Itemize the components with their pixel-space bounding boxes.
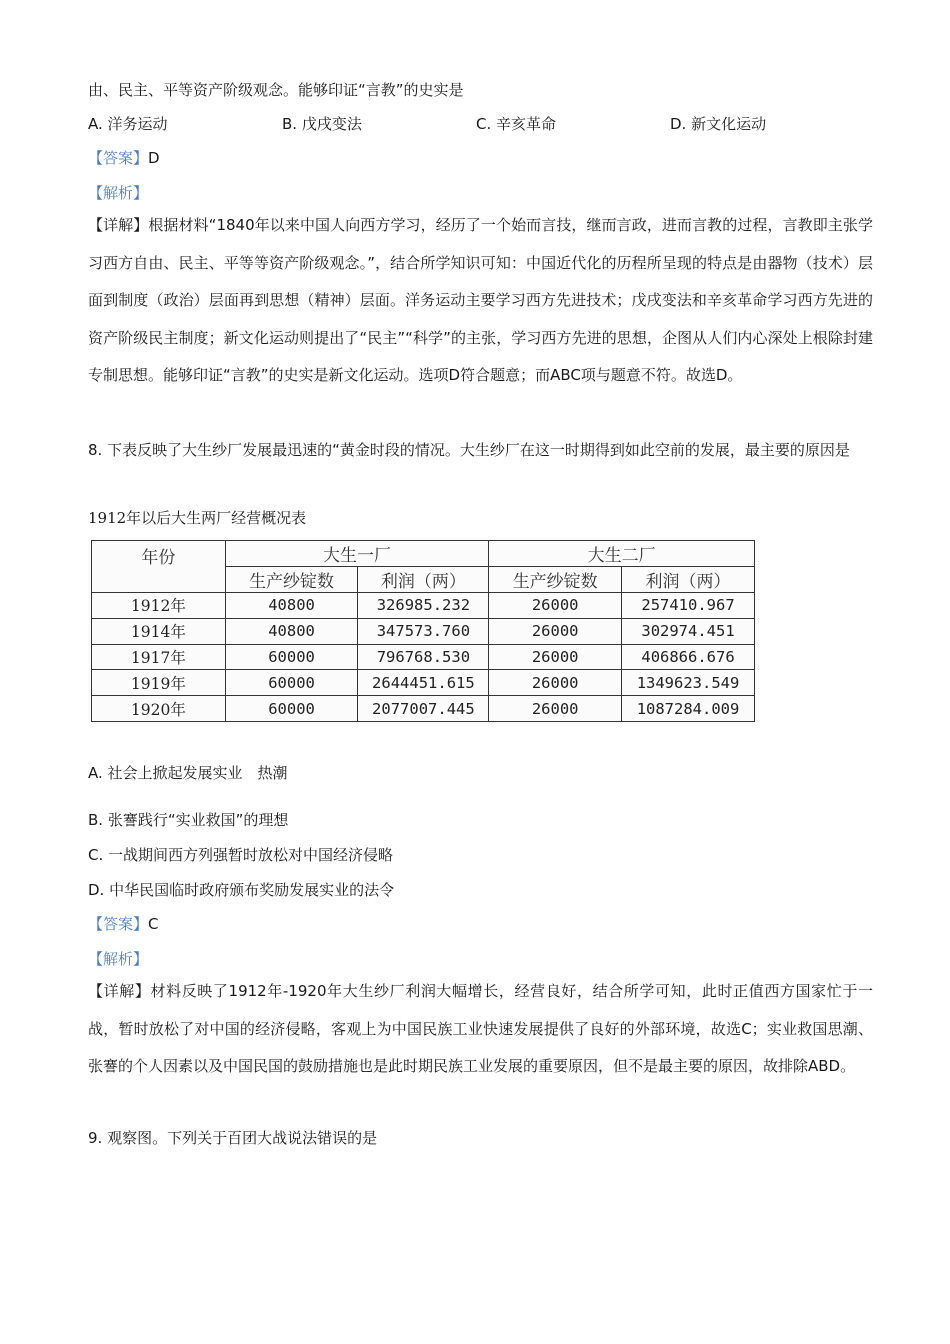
cell: 60000 bbox=[225, 670, 358, 696]
cell-year: 1920年 bbox=[92, 696, 226, 722]
q7-analysis-label: 【解析】 bbox=[88, 184, 149, 202]
subheader: 利润（两） bbox=[622, 567, 755, 593]
q8-answer bbox=[88, 914, 159, 934]
cell: 406866.676 bbox=[622, 644, 755, 670]
cell: 1087284.009 bbox=[622, 696, 755, 722]
cell: 347573.760 bbox=[358, 618, 489, 644]
cell: 26000 bbox=[489, 618, 622, 644]
q8-option-d: D. 中华民国临时政府颁布奖励发展实业的法令 bbox=[88, 881, 395, 899]
table-row bbox=[92, 618, 755, 644]
q7-option-b: B. 戊戌变法 bbox=[282, 115, 362, 133]
q8-option-a: A. 社会上掀起发展实业 热潮 bbox=[88, 764, 288, 782]
cell: 1349623.549 bbox=[622, 670, 755, 696]
q7-detail-label: 【详解】 bbox=[88, 216, 149, 234]
q7-option-c: C. 辛亥革命 bbox=[476, 115, 557, 133]
header-factory-2: 大生二厂 bbox=[489, 541, 755, 567]
cell: 302974.451 bbox=[622, 618, 755, 644]
cell-year: 1917年 bbox=[92, 644, 226, 670]
q8-answer-value: C bbox=[148, 915, 159, 933]
q8-option-c: C. 一战期间西方列强暂时放松对中国经济侵略 bbox=[88, 846, 394, 864]
q8-detail-label: 【详解】 bbox=[88, 982, 151, 1000]
table-row bbox=[92, 644, 755, 670]
q7-answer-label: 【答案】 bbox=[88, 149, 149, 167]
q7-option-d: D. 新文化运动 bbox=[670, 115, 767, 133]
cell: 26000 bbox=[489, 593, 622, 619]
q7-answer-value: D bbox=[148, 149, 160, 167]
table-row bbox=[92, 593, 755, 619]
header-factory-1: 大生一厂 bbox=[225, 541, 489, 567]
cell-year: 1919年 bbox=[92, 670, 226, 696]
table-row bbox=[92, 670, 755, 696]
cell: 2644451.615 bbox=[358, 670, 489, 696]
header-year: 年份 bbox=[92, 541, 226, 593]
cell: 26000 bbox=[489, 644, 622, 670]
cell: 40800 bbox=[225, 618, 358, 644]
table-row bbox=[92, 696, 755, 722]
subheader: 利润（两） bbox=[358, 567, 489, 593]
q7-detail bbox=[88, 207, 873, 395]
cell-year: 1914年 bbox=[92, 618, 226, 644]
cell: 796768.530 bbox=[358, 644, 489, 670]
cell: 326985.232 bbox=[358, 593, 489, 619]
q8-option-b: B. 张謇践行“实业救国”的理想 bbox=[88, 811, 289, 829]
cell: 40800 bbox=[225, 593, 358, 619]
q8-detail bbox=[88, 973, 873, 1086]
cell: 26000 bbox=[489, 696, 622, 722]
q8-table-caption: 1912年以后大生两厂经营概况表 bbox=[88, 509, 307, 527]
cell: 60000 bbox=[225, 696, 358, 722]
intro-line: 由、民主、平等资产阶级观念。能够印证“言教”的史实是 bbox=[88, 81, 464, 99]
cell: 257410.967 bbox=[622, 593, 755, 619]
cell-year: 1912年 bbox=[92, 593, 226, 619]
q7-option-a: A. 洋务运动 bbox=[88, 115, 168, 133]
cell: 2077007.445 bbox=[358, 696, 489, 722]
q7-detail-text: 根据材料“1840年以来中国人向西方学习，经历了一个始而言技，继而言政，进而言教的过程，言教即主张学习西方自由、民主、平等等资产阶级观念。”，结合所学知识可知：中国近代化的历程所呈现的特点是由器物（技术）层面到制度（政治）层面再到思想（精神）层面。洋务运动主要学习西方先进技术；戊戌变法和辛亥革命学习西方先进的资产阶级民主制度；新文化运动则提出了“民主”“科学”的主张，学习西方先进的思想，企图从人们内心深处上根除封建专制思想。能够印证“言教”的史实是新文化运动。选项D符合题意；而ABC项与题意不符。故选D。 bbox=[88, 216, 873, 385]
cell: 26000 bbox=[489, 670, 622, 696]
q8-table bbox=[91, 540, 755, 722]
cell: 60000 bbox=[225, 644, 358, 670]
q9-stem: 9. 观察图。下列关于百团大战说法错误的是 bbox=[88, 1129, 378, 1147]
q8-analysis-label: 【解析】 bbox=[88, 950, 149, 968]
q8-table-image bbox=[88, 538, 756, 724]
subheader: 生产纱锭数 bbox=[489, 567, 622, 593]
q7-answer bbox=[88, 148, 160, 168]
q8-stem: 8. 下表反映了大生纱厂发展最迅速的“黄金时段的情况。大生纱厂在这一时期得到如此空前的发展，最主要的原因是 bbox=[88, 441, 850, 459]
q8-detail-text: 材料反映了1912年-1920年大生纱厂利润大幅增长，经营良好，结合所学可知，此时正值西方国家忙于一战，暂时放松了对中国的经济侵略，客观上为中国民族工业快速发展提供了良好的外部环境，故选C；实业救国思潮、张謇的个人因素以及中国民国的鼓励措施也是此时期民族工业发展的重要原因，但不是最主要的原因，故排除ABD。 bbox=[88, 982, 873, 1076]
q8-answer-label: 【答案】 bbox=[88, 915, 149, 933]
subheader: 生产纱锭数 bbox=[225, 567, 358, 593]
